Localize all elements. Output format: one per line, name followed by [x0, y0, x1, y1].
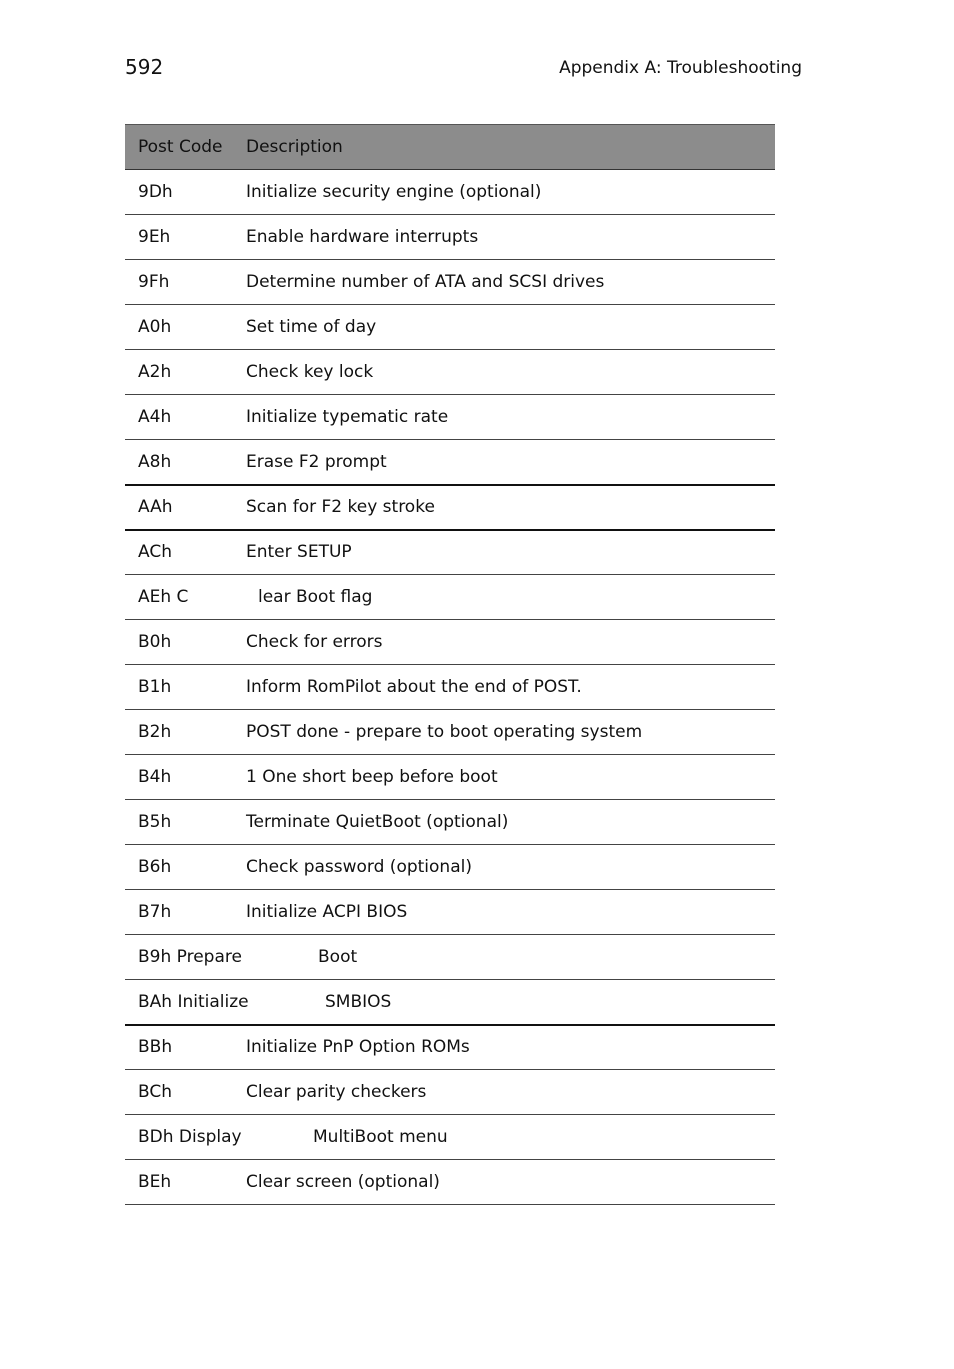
post-code-cell: ACh — [125, 530, 233, 575]
table-row — [125, 890, 775, 935]
post-code-cell: B6h — [125, 845, 233, 890]
table-row — [125, 620, 775, 665]
post-code-cell: B1h — [125, 665, 233, 710]
description-cell: Clear parity checkers — [233, 1070, 775, 1115]
description-cell: Enable hardware interrupts — [233, 215, 775, 260]
table-row — [125, 575, 775, 620]
description-cell: Determine number of ATA and SCSI drives — [233, 260, 775, 305]
table-row — [125, 440, 775, 485]
post-code-cell: B9h Prepare — [125, 935, 233, 980]
table-row — [125, 530, 775, 575]
table-row — [125, 710, 775, 755]
table-row — [125, 845, 775, 890]
description-cell: Erase F2 prompt — [233, 440, 775, 485]
table-row — [125, 800, 775, 845]
table-row — [125, 665, 775, 710]
table-row — [125, 305, 775, 350]
table-row — [125, 485, 775, 530]
post-code-cell: BDh Display — [125, 1115, 233, 1160]
table-row — [125, 935, 775, 980]
post-code-cell: BAh Initialize — [125, 980, 233, 1025]
description-cell: Scan for F2 key stroke — [233, 485, 775, 530]
page-number: 592 — [125, 55, 164, 79]
post-code-cell: A8h — [125, 440, 233, 485]
post-code-cell: AAh — [125, 485, 233, 530]
description-cell: Check key lock — [233, 350, 775, 395]
section-title: Appendix A: Troubleshooting — [559, 58, 802, 78]
description-cell: Set time of day — [233, 305, 775, 350]
table-row — [125, 1070, 775, 1115]
post-code-cell: A4h — [125, 395, 233, 440]
column-header-post-code: Post Code — [125, 125, 233, 170]
table-row — [125, 170, 775, 215]
post-code-cell: 9Fh — [125, 260, 233, 305]
post-code-cell: A2h — [125, 350, 233, 395]
post-code-cell: B5h — [125, 800, 233, 845]
description-cell: Initialize PnP Option ROMs — [233, 1025, 775, 1070]
description-cell: MultiBoot menu — [233, 1115, 775, 1160]
post-code-cell: B4h — [125, 755, 233, 800]
description-cell: POST done - prepare to boot operating system — [233, 710, 775, 755]
column-header-description: Description — [233, 125, 775, 170]
post-code-cell: B7h — [125, 890, 233, 935]
table-row — [125, 350, 775, 395]
post-code-table — [125, 124, 775, 1205]
description-cell: 1 One short beep before boot — [233, 755, 775, 800]
post-code-cell: B2h — [125, 710, 233, 755]
description-cell: Clear screen (optional) — [233, 1160, 775, 1205]
table-row — [125, 755, 775, 800]
table-row — [125, 260, 775, 305]
table-row — [125, 1115, 775, 1160]
table-row — [125, 1160, 775, 1205]
description-cell: Boot — [233, 935, 775, 980]
post-code-cell: AEh C — [125, 575, 233, 620]
post-code-cell: A0h — [125, 305, 233, 350]
description-cell: Initialize typematic rate — [233, 395, 775, 440]
description-cell: SMBIOS — [233, 980, 775, 1025]
post-code-cell: B0h — [125, 620, 233, 665]
description-cell: lear Boot flag — [233, 575, 775, 620]
description-cell: Check password (optional) — [233, 845, 775, 890]
post-code-cell: 9Eh — [125, 215, 233, 260]
description-cell: Enter SETUP — [233, 530, 775, 575]
table-row — [125, 395, 775, 440]
table-row — [125, 980, 775, 1025]
post-code-cell: 9Dh — [125, 170, 233, 215]
description-cell: Inform RomPilot about the end of POST. — [233, 665, 775, 710]
post-code-cell: BBh — [125, 1025, 233, 1070]
post-code-cell: BCh — [125, 1070, 233, 1115]
description-cell: Initialize security engine (optional) — [233, 170, 775, 215]
post-code-cell: BEh — [125, 1160, 233, 1205]
description-cell: Check for errors — [233, 620, 775, 665]
table-row — [125, 215, 775, 260]
table-row — [125, 1025, 775, 1070]
description-cell: Terminate QuietBoot (optional) — [233, 800, 775, 845]
table-header-row — [125, 125, 775, 170]
description-cell: Initialize ACPI BIOS — [233, 890, 775, 935]
